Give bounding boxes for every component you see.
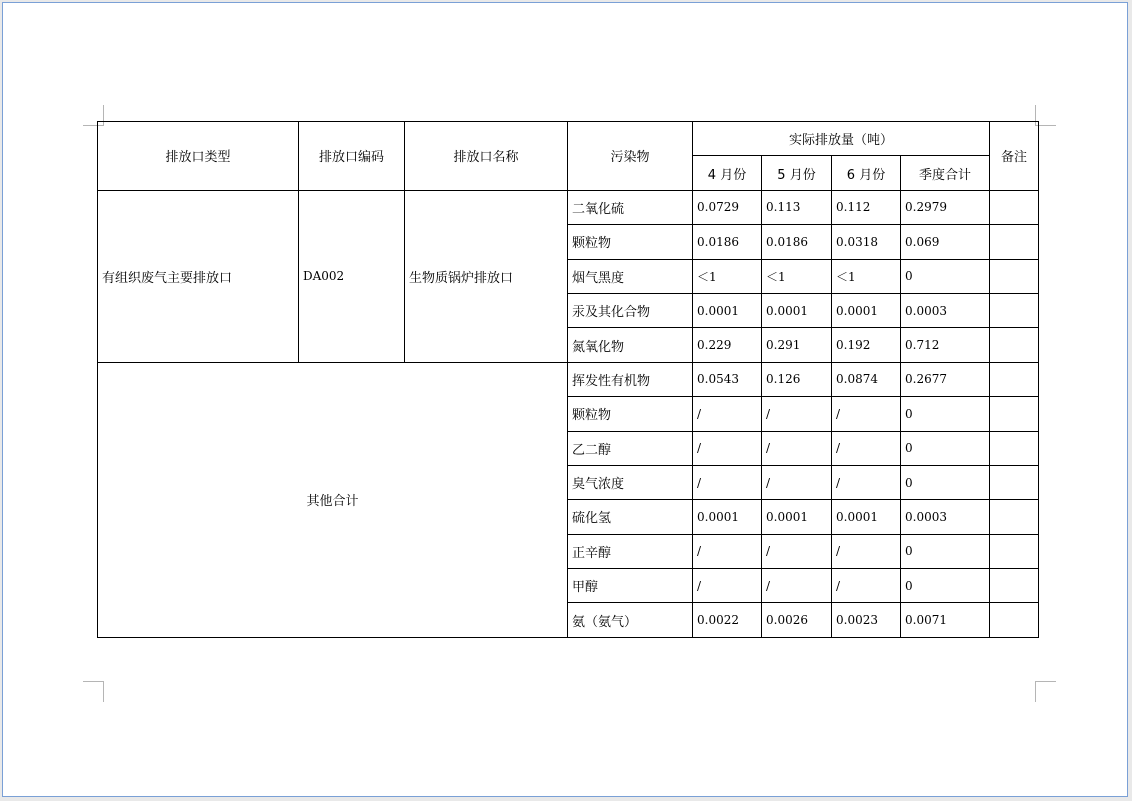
month-4-cell: 0.0186 — [693, 225, 762, 259]
remarks-cell — [990, 225, 1039, 259]
pollutant-cell: 氮氧化物 — [568, 328, 693, 362]
outlet-code-cell: DA002 — [299, 190, 405, 362]
month-5-cell: 0.0026 — [762, 603, 832, 637]
quarter-total-cell: 0 — [901, 534, 990, 568]
remarks-cell — [990, 293, 1039, 327]
outlet-type-cell: 有组织废气主要排放口 — [98, 190, 299, 362]
month-5-cell: / — [762, 534, 832, 568]
pollutant-cell: 颗粒物 — [568, 397, 693, 431]
table-row — [98, 362, 1039, 396]
crop-mark-bottom-left — [83, 681, 104, 702]
header-month-5: 5 月份 — [762, 156, 832, 190]
header-outlet-name: 排放口名称 — [405, 122, 568, 191]
remarks-cell — [990, 259, 1039, 293]
quarter-total-cell: 0 — [901, 569, 990, 603]
month-4-cell: 0.0543 — [693, 362, 762, 396]
crop-mark-bottom-right — [1035, 681, 1056, 702]
header-outlet-code: 排放口编码 — [299, 122, 405, 191]
month-6-cell: 0.0001 — [832, 293, 901, 327]
quarter-total-cell: 0 — [901, 431, 990, 465]
month-6-cell: 0.0023 — [832, 603, 901, 637]
quarter-total-cell: 0.0071 — [901, 603, 990, 637]
month-4-cell: 0.229 — [693, 328, 762, 362]
header-remarks: 备注 — [990, 122, 1039, 191]
quarter-total-cell: 0 — [901, 465, 990, 499]
header-month-4: 4 月份 — [693, 156, 762, 190]
table-row — [98, 190, 1039, 224]
quarter-total-cell: 0.069 — [901, 225, 990, 259]
month-5-cell: 0.113 — [762, 190, 832, 224]
pollutant-cell: 氨（氨气） — [568, 603, 693, 637]
remarks-cell — [990, 362, 1039, 396]
pollutant-cell: 乙二醇 — [568, 431, 693, 465]
pollutant-cell: 汞及其化合物 — [568, 293, 693, 327]
quarter-total-cell: 0.0003 — [901, 500, 990, 534]
remarks-cell — [990, 603, 1039, 637]
month-5-cell: / — [762, 569, 832, 603]
remarks-cell — [990, 534, 1039, 568]
month-4-cell: 0.0001 — [693, 293, 762, 327]
month-4-cell: 0.0022 — [693, 603, 762, 637]
quarter-total-cell: 0 — [901, 397, 990, 431]
outlet-name-cell: 生物质锅炉排放口 — [405, 190, 568, 362]
other-total-label: 其他合计 — [98, 362, 568, 637]
month-5-cell: / — [762, 465, 832, 499]
month-5-cell: 0.126 — [762, 362, 832, 396]
remarks-cell — [990, 328, 1039, 362]
month-6-cell: / — [832, 397, 901, 431]
pollutant-cell: 挥发性有机物 — [568, 362, 693, 396]
month-6-cell: 0.0318 — [832, 225, 901, 259]
pollutant-cell: 硫化氢 — [568, 500, 693, 534]
remarks-cell — [990, 397, 1039, 431]
month-6-cell: / — [832, 569, 901, 603]
month-6-cell: / — [832, 431, 901, 465]
pollutant-cell: 臭气浓度 — [568, 465, 693, 499]
emission-table — [97, 121, 1039, 638]
month-5-cell: / — [762, 431, 832, 465]
pollutant-cell: 正辛醇 — [568, 534, 693, 568]
remarks-cell — [990, 500, 1039, 534]
pollutant-cell: 二氧化硫 — [568, 190, 693, 224]
month-5-cell: / — [762, 397, 832, 431]
quarter-total-cell: 0 — [901, 259, 990, 293]
month-4-cell: 0.0729 — [693, 190, 762, 224]
header-outlet-type: 排放口类型 — [98, 122, 299, 191]
remarks-cell — [990, 431, 1039, 465]
header-actual-emission: 实际排放量（吨） — [693, 122, 990, 156]
month-4-cell: / — [693, 534, 762, 568]
quarter-total-cell: 0.712 — [901, 328, 990, 362]
month-6-cell: ＜1 — [832, 259, 901, 293]
month-6-cell: 0.0001 — [832, 500, 901, 534]
month-6-cell: / — [832, 534, 901, 568]
month-4-cell: / — [693, 465, 762, 499]
quarter-total-cell: 0.2677 — [901, 362, 990, 396]
remarks-cell — [990, 569, 1039, 603]
pollutant-cell: 烟气黑度 — [568, 259, 693, 293]
month-4-cell: ＜1 — [693, 259, 762, 293]
quarter-total-cell: 0.2979 — [901, 190, 990, 224]
month-6-cell: / — [832, 465, 901, 499]
month-5-cell: ＜1 — [762, 259, 832, 293]
header-month-6: 6 月份 — [832, 156, 901, 190]
header-quarter-total: 季度合计 — [901, 156, 990, 190]
month-5-cell: 0.291 — [762, 328, 832, 362]
month-6-cell: 0.0874 — [832, 362, 901, 396]
month-4-cell: / — [693, 431, 762, 465]
month-4-cell: 0.0001 — [693, 500, 762, 534]
header-pollutant: 污染物 — [568, 122, 693, 191]
month-4-cell: / — [693, 569, 762, 603]
month-6-cell: 0.192 — [832, 328, 901, 362]
quarter-total-cell: 0.0003 — [901, 293, 990, 327]
header-row-1 — [98, 122, 1039, 156]
month-6-cell: 0.112 — [832, 190, 901, 224]
remarks-cell — [990, 465, 1039, 499]
remarks-cell — [990, 190, 1039, 224]
month-5-cell: 0.0001 — [762, 500, 832, 534]
pollutant-cell: 颗粒物 — [568, 225, 693, 259]
month-4-cell: / — [693, 397, 762, 431]
month-5-cell: 0.0001 — [762, 293, 832, 327]
month-5-cell: 0.0186 — [762, 225, 832, 259]
pollutant-cell: 甲醇 — [568, 569, 693, 603]
